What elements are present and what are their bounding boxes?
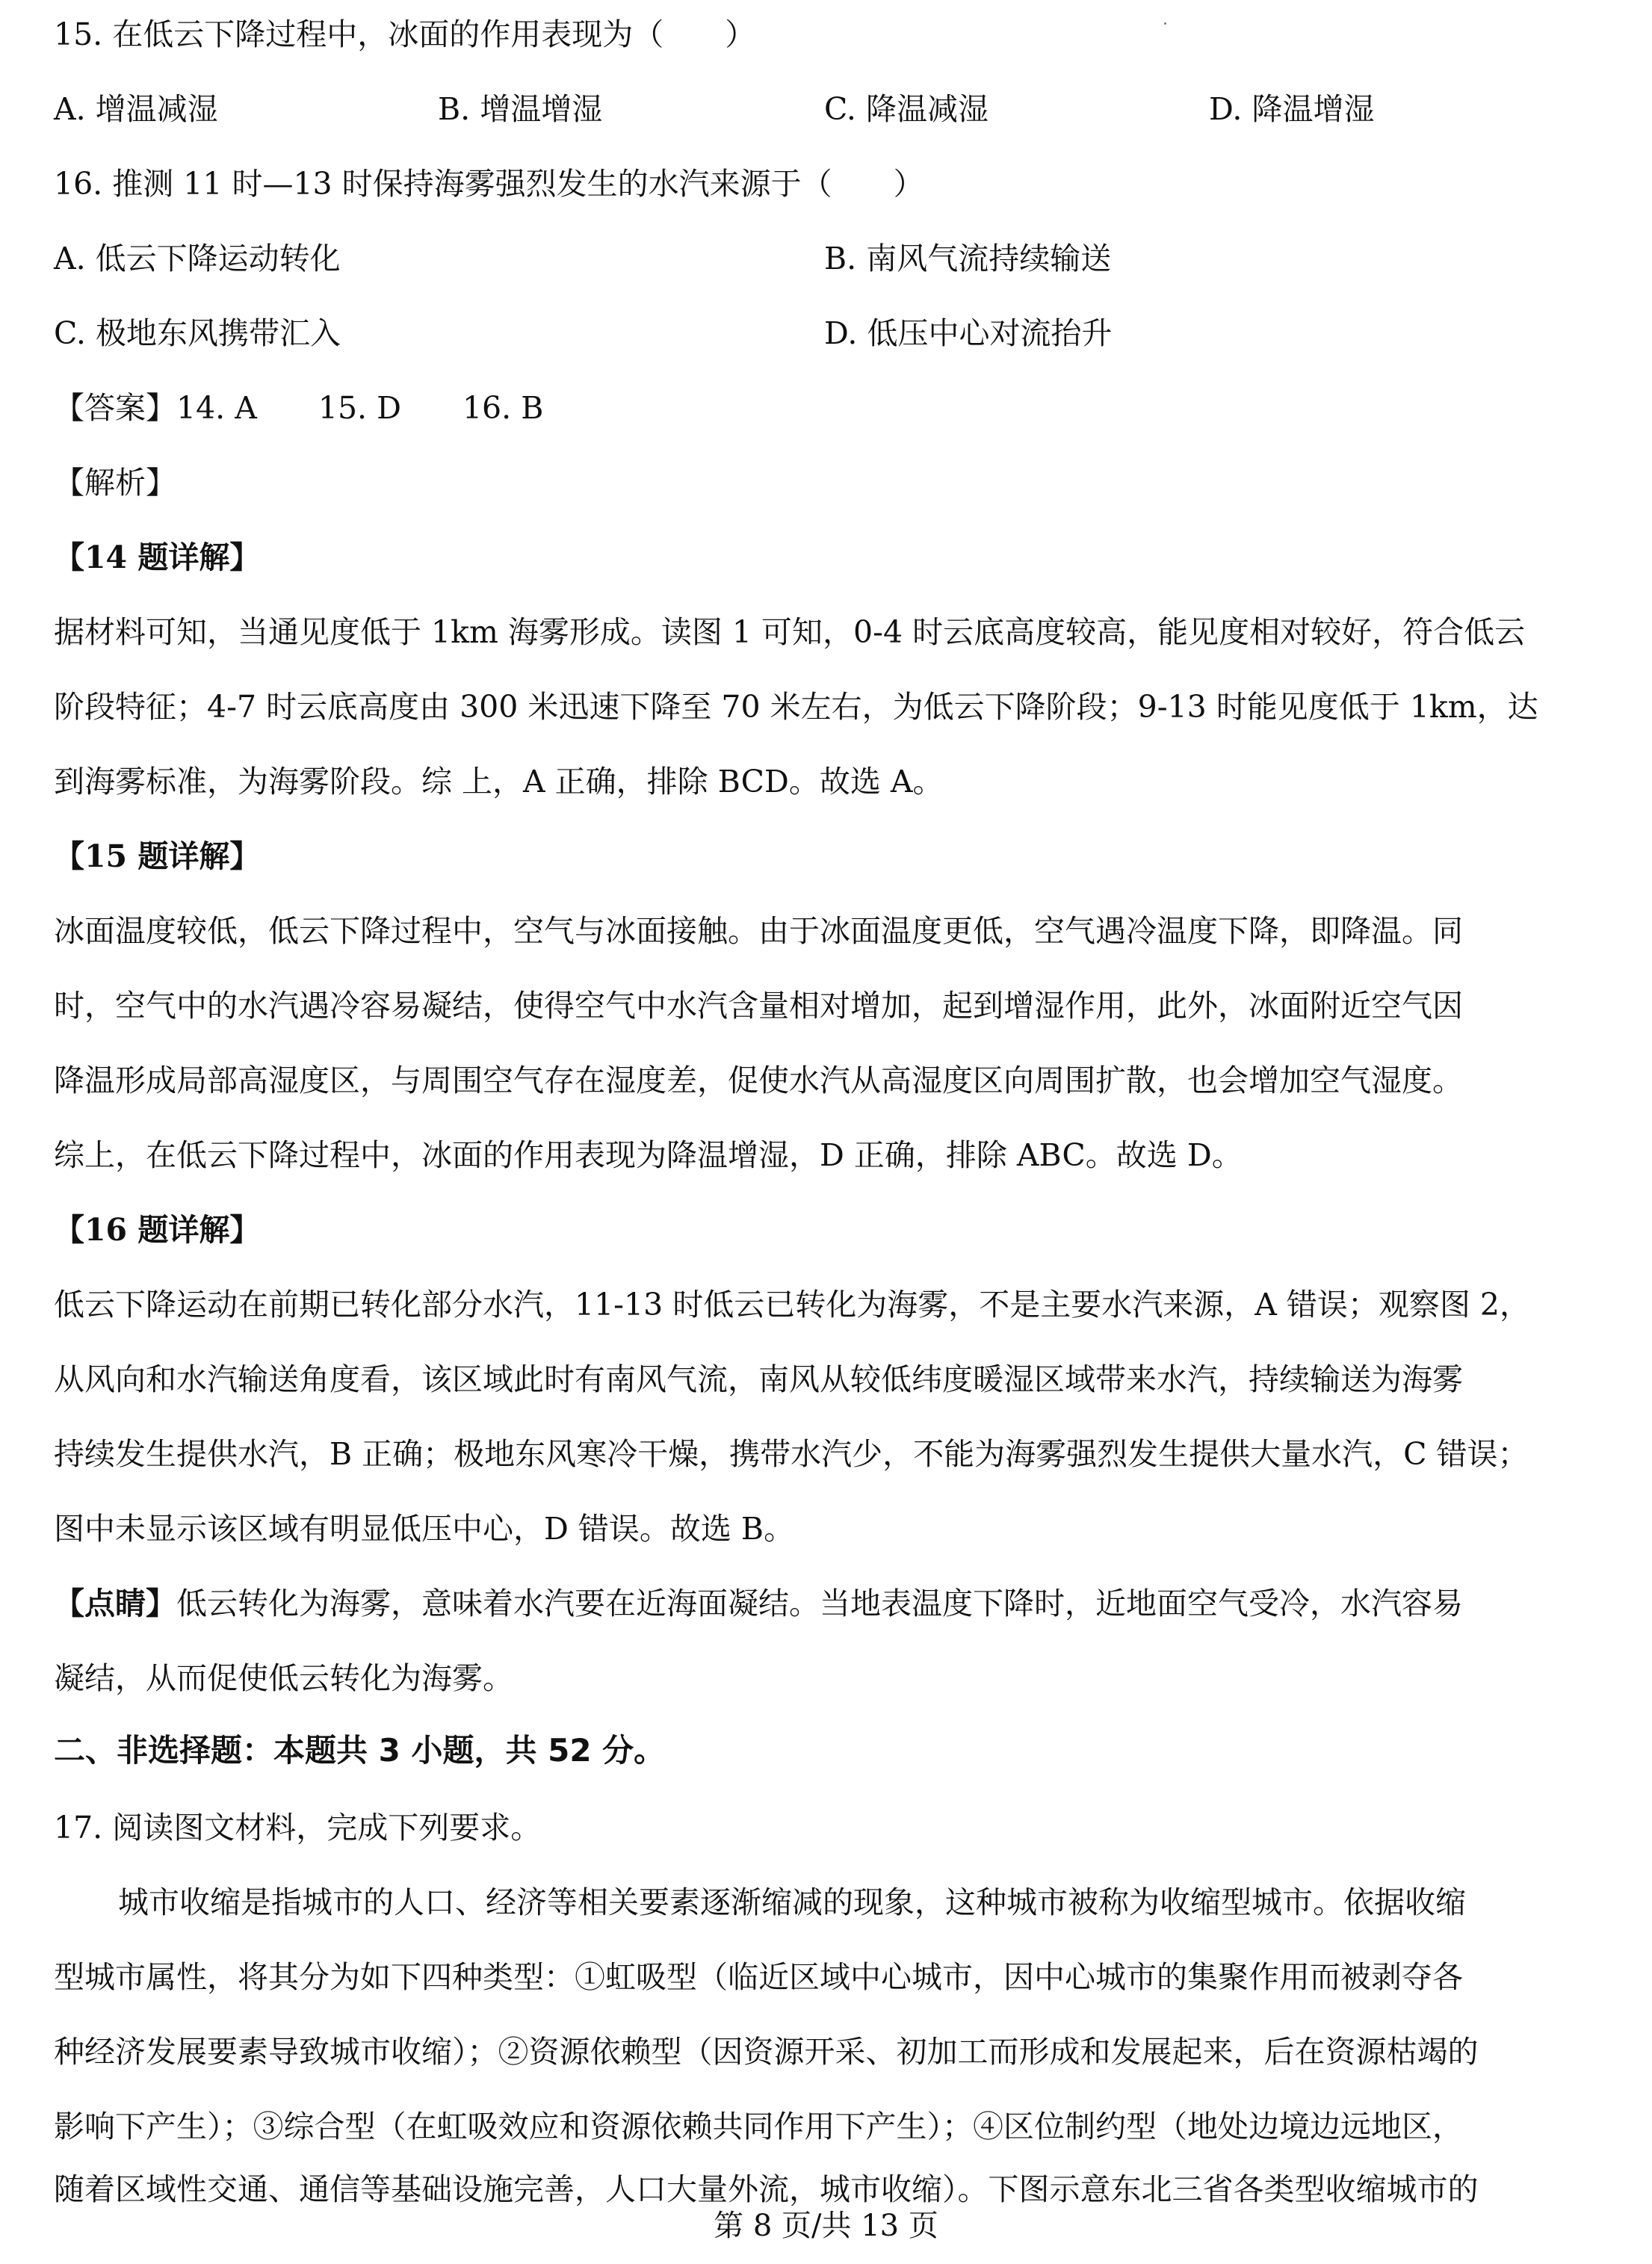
detail-15-line-2: 时，空气中的水汽遇冷容易凝结，使得空气中水汽含量相对增加，起到增湿作用，此外，冰面附近空气因 <box>54 988 1463 1024</box>
question-16-stem: 16. 推测 11 时—13 时保持海雾强烈发生的水汽来源于（ ） <box>54 166 924 202</box>
tip-label: 【点睛】 <box>54 1586 176 1621</box>
detail-14-title: 【14 题详解】 <box>54 539 261 575</box>
detail-14-line-1: 据材料可知，当通见度低于 1km 海雾形成。读图 1 可知，0-4 时云底高度较高，能见度相对较好，符合低云 <box>54 614 1526 650</box>
detail-16-line-2: 从风向和水汽输送角度看，该区域此时有南风气流，南风从较低纬度暖湿区域带来水汽，持续输送为海雾 <box>54 1361 1463 1397</box>
detail-16-line-4: 图中未显示该区域有明显低压中心，D 错误。故选 B。 <box>54 1511 795 1547</box>
question-17-stem: 17. 阅读图文材料，完成下列要求。 <box>54 1810 542 1846</box>
question-15-option-c: C. 降温减湿 <box>824 91 989 127</box>
question-16-option-b: B. 南风气流持续输送 <box>824 241 1112 276</box>
answer-line <box>54 390 604 427</box>
question-16-options-row-2 <box>0 315 1652 353</box>
question-16-option-a: A. 低云下降运动转化 <box>54 241 341 276</box>
detail-16-line-1: 低云下降运动在前期已转化部分水汽，11-13 时低云已转化为海雾，不是主要水汽来源，A 错误；观察图 2， <box>54 1287 1530 1323</box>
detail-14-line-3: 到海雾标准，为海雾阶段。综 上，A 正确，排除 BCD。故选 A。 <box>54 764 944 799</box>
analysis-label: 【解析】 <box>54 465 176 501</box>
tip-text-1: 低云转化为海雾，意味着水汽要在近海面凝结。当地表温度下降时，近地面空气受冷，水汽容易 <box>176 1586 1463 1621</box>
detail-16-title: 【16 题详解】 <box>54 1212 261 1248</box>
answer-14: 14. A <box>176 390 257 426</box>
detail-16-line-3: 持续发生提供水汽，B 正确；极地东风寒冷干燥，携带水汽少，不能为海雾强烈发生提供大量水汽，C 错误； <box>54 1436 1529 1472</box>
detail-15-line-3: 降温形成局部高湿度区，与周围空气存在湿度差，促使水汽从高湿度区向周围扩散，也会增加空气湿度。 <box>54 1063 1463 1098</box>
question-15-options <box>0 91 1652 129</box>
detail-15-line-1: 冰面温度较低，低云下降过程中，空气与冰面接触。由于冰面温度更低，空气遇冷温度下降，即降温。同 <box>54 913 1463 949</box>
answer-label: 【答案】 <box>54 390 176 426</box>
question-17-material-line-1: 城市收缩是指城市的人口、经济等相关要素逐渐缩减的现象，这种城市被称为收缩型城市。依据收缩 <box>118 1884 1466 1920</box>
question-15-option-b: B. 增温增湿 <box>438 91 603 127</box>
tip-line-1 <box>54 1586 1463 1622</box>
question-17-material-line-3: 种经济发展要素导致城市收缩）；②资源依赖型（因资源开采、初加工而形成和发展起来，后在资源枯竭的 <box>54 2034 1479 2070</box>
question-16-option-d: D. 低压中心对流抬升 <box>824 315 1113 351</box>
question-17-material-line-4: 影响下产生）；③综合型（在虹吸效应和资源依赖共同作用下产生）；④区位制约型（地处边境边远地区， <box>54 2109 1463 2144</box>
answer-15: 15. D <box>318 390 401 426</box>
question-17-material-line-5: 随着区域性交通、通信等基础设施完善，人口大量外流，城市收缩）。下图示意东北三省各类型收缩城市的 <box>54 2171 1479 2207</box>
question-16-option-c: C. 极地东风携带汇入 <box>54 315 341 351</box>
question-17-material-line-2: 型城市属性，将其分为如下四种类型：①虹吸型（临近区域中心城市，因中心城市的集聚作用而被剥夺各 <box>54 1959 1463 1995</box>
section-2-heading: 二、非选择题：本题共 3 小题，共 52 分。 <box>54 1732 666 1769</box>
question-15-option-a: A. 增温减湿 <box>54 91 218 127</box>
detail-14-line-2: 阶段特征；4-7 时云底高度由 300 米迅速下降至 70 米左右，为低云下降阶段；9-13 时能见度低于 1km，达 <box>54 689 1538 725</box>
page-footer: 第 8 页/共 13 页 <box>714 2209 938 2243</box>
scan-speck <box>1164 22 1166 25</box>
question-15-stem: 15. 在低云下降过程中，冰面的作用表现为（ ） <box>54 16 756 52</box>
question-16-options-row-1 <box>0 241 1652 278</box>
question-15-option-d: D. 降温增湿 <box>1209 91 1375 127</box>
detail-15-title: 【15 题详解】 <box>54 838 261 874</box>
answer-16: 16. B <box>462 390 544 426</box>
detail-15-line-4: 综上，在低云下降过程中，冰面的作用表现为降温增湿，D 正确，排除 ABC。故选 D。 <box>54 1137 1243 1173</box>
tip-line-2: 凝结，从而促使低云转化为海雾。 <box>54 1660 513 1696</box>
